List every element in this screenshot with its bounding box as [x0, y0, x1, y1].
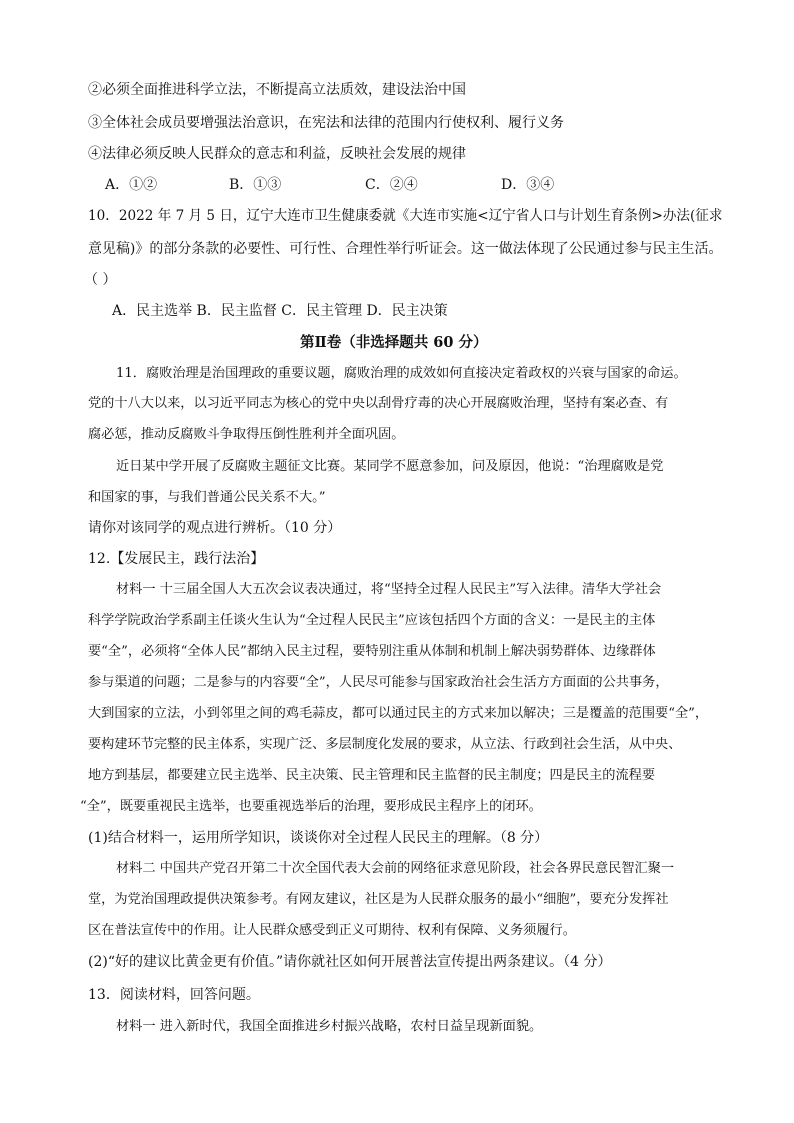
q12-material-1-line-1: 材料一 十三届全国人大五次会议表决通过，将“坚持全过程人民民主”写入法律。清华大学社会 — [116, 582, 662, 597]
section-2-title: 第Ⅱ卷（非选择题共 60 分） — [300, 334, 488, 351]
q10-options: A．民主选举 B．民主监督 C．民主管理 D．民主决策 — [112, 303, 448, 319]
q12-material-1-line-8: “全”，既要重视民主选举，也要重视选举后的治理，要形成民主程序上的闭环。 — [80, 799, 542, 814]
q11-para-1-line-2: 党的十八大以来，以习近平同志为核心的党中央以刮骨疗毒的决心开展腐败治理，坚持有案必查、有 — [88, 396, 669, 411]
q11-para-1-line-1: 11．腐败治理是治国理政的重要议题，腐败治理的成效如何直接决定着政权的兴衰与国家的命运。 — [116, 366, 687, 381]
q11-para-2-line-1: 近日某中学开展了反腐败主题征文比赛。某同学不愿意参加，问及原因，他说：“治理腐败是党 — [116, 459, 664, 474]
q9-option-d: D．③④ — [501, 177, 555, 193]
q12-material-2-line-3: 区在普法宣传中的作用。让人民群众感受到正义可期待、权利有保障、义务须履行。 — [88, 923, 576, 938]
q10-line-2: 意见稿)》的部分条款的必要性、可行性、合理性举行听证会。这一做法体现了公民通过参与民主生活。 — [88, 241, 723, 257]
q9-item-3: ③全体社会成员要增强法治意识，在宪法和法律的范围内行使权利、履行义务 — [88, 115, 564, 131]
q9-option-a: A．①② — [105, 177, 158, 193]
q9-item-2: ②必须全面推进科学立法，不断提高立法质效，建设法治中国 — [88, 82, 466, 98]
q12-material-1-line-3: 要“全”，必须将“全体人民”都纳入民主过程，要特别注重从体制和机制上解决弱势群体、边缘群体 — [88, 644, 656, 659]
q12-title: 12.【发展民主，践行法治】 — [88, 551, 265, 567]
q13-material-1: 材料一 进入新时代，我国全面推进乡村振兴战略，农村日益呈现新面貌。 — [116, 1019, 543, 1034]
q10-line-1: 10．2022 年 7 月 5 日，辽宁大连市卫生健康委就《大连市实施<辽宁省人口与计划生育条例>办法(征求 — [88, 208, 723, 224]
q12-material-1-line-7: 地方到基层，都要建立民主选举、民主决策、民主管理和民主监督的民主制度；四是民主的流程要 — [88, 768, 656, 783]
q12-material-1-line-2: 科学学院政治学系副主任谈火生认为“全过程人民民主”应该包括四个方面的含义：一是民主的主体 — [88, 613, 656, 628]
q12-material-1-line-4: 参与渠道的问题；二是参与的内容要“全”，人民尽可能参与国家政治社会生活方方面面的公共事务， — [88, 675, 669, 690]
q9-options — [105, 175, 554, 195]
q9-option-b: B．①③ — [229, 177, 282, 193]
q11-question: 请你对该同学的观点进行辨析。（10 分） — [88, 520, 342, 536]
q12-material-1-line-6: 要构建环节完整的民主体系，实现广泛、多层制度化发展的要求，从立法、行政到社会生活，从中央、 — [88, 737, 682, 752]
q12-question-2: (2)“好的建议比黄金更有价值。”请你就社区如何开展普法宣传提出两条建议。（4 分） — [88, 954, 612, 970]
q11-para-2-line-2: 和国家的事，与我们普通公民关系不大。” — [88, 490, 326, 505]
q11-para-1-line-3: 腐必惩，推动反腐败斗争取得压倒性胜利并全面巩固。 — [88, 427, 405, 442]
q9-item-4: ④法律必须反映人民群众的意志和利益，反映社会发展的规律 — [88, 146, 466, 162]
q12-question-1: (1)结合材料一，运用所学知识，谈谈你对全过程人民民主的理解。（8 分） — [88, 830, 549, 846]
q10-answer-bracket: （ ） — [84, 272, 117, 288]
q9-option-c: C．②④ — [365, 177, 418, 193]
q13-title: 13．阅读材料，回答问题。 — [88, 987, 260, 1003]
q12-material-1-line-5: 大到国家的立法，小到邻里之间的鸡毛蒜皮，都可以通过民主的方式来加以解决；三是覆盖的范围要“全”， — [88, 706, 709, 721]
q12-material-2-line-2: 堂，为党治国理政提供决策参考。有网友建议，社区是为人民群众服务的最小“细胞”，要充分发挥社 — [88, 892, 669, 907]
q12-material-2-line-1: 材料二 中国共产党召开第二十次全国代表大会前的网络征求意见阶段，社会各界民意民智汇聚一 — [116, 861, 675, 876]
